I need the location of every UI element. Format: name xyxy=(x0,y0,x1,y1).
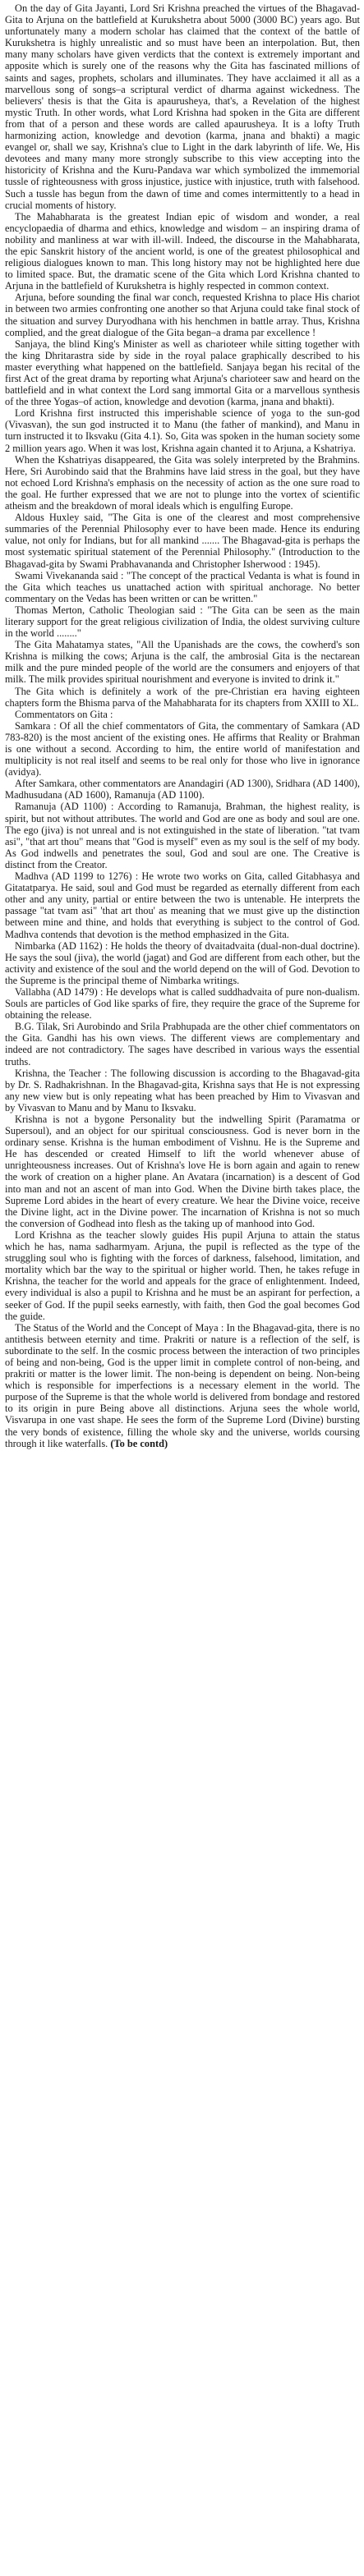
article-paragraph: Thomas Merton, Catholic Theologian said : "The Gita can be seen as the main literary support for the great religious civilization of India, the oldest surviving culture in the world ........" xyxy=(5,604,360,640)
article-paragraph: After Samkara, other commentators are Anandagiri (AD 1300), Sridhara (AD 1400), Madhusudana (AD 1600), Ramanuja (AD 1100). xyxy=(5,778,360,801)
article-paragraph: Lord Krishna first instructed this imperishable science of yoga to the sun-god (Vivasvan), the sun god instructed it to Manu (the father of mankind), and Manu in turn instructed it to Iksvaku (Gita 4.1). So, Gita was spoken in the human society some 2 million years ago. When it was lost, Krishna again chanted it to Arjuna, a Kshatriya. xyxy=(5,407,360,454)
article-paragraph: Lord Krishna as the teacher slowly guides His pupil Arjuna to attain the status which he has, nama sadharmyam. Arjuna, the pupil is reflected as the type of the struggling soul who is fighting with the forces of darkness, falsehood, limitation, and mortality which bar the way to the spiritual or higher world. Then, he takes refuge in Krishna, the teacher for the world and appeals for the grace of enlightenment. Indeed, every individual is also a pupil to Krishna and he must be an aspirant for perfection, a seeker of God. If the pupil seeks earnestly, with faith, then God the goal becomes God the guide. xyxy=(5,1228,360,1322)
article-paragraph: B.G. Tilak, Sri Aurobindo and Srila Prabhupada are the other chief commentators on the Gita. Gandhi has his own views. The different views are complementary and indeed are not contradictory. The sages have described in various ways the essential truths. xyxy=(5,1021,360,1068)
article-paragraph: On the day of Gita Jayanti, Lord Sri Krishna preached the virtues of the Bhagavad-Gita to Arjuna on the battlefield at Kurukshetra about 5000 (3000 BC) years ago. But unfortunately many a modern scholar has claimed that the context of the battle of Kurukshetra is highly unrealistic and so must have been an interpolation. But, then many many scholars have given verdicts that the context is extremely important and apposite which is surely one of the reasons why the Gita has fascinated millions of saints and sages, prophets, scholars and illuminates. They have acclaimed it all as a marvellous song of songs–a scriptural verdict of dharma against wickedness. The believers' thesis is that the Gita is apaurusheya, that's, a Revelation of the highest mystic Truth. In other words, what Lord Krishna had spoken in the Gita are different from that of a person and these words are called apaurusheya. It is a lofty Truth harmonizing action, knowledge and devotion (karma, jnana and bhakti) a magic evangel or, shall we say, Krishna's clue to Light in the dark labyrinth of life. We, His devotees and many many more strongly subscribe to this view accepting into the historicity of Krishna and the Kuru-Pandava war which symbolized the immemorial tussle of righteousness with gross injustice, justice with injustice, truth with falsehood. Such a tussle has begun from the dawn of time and comes intermittently to a head in crucial moments of history. xyxy=(5,2,360,211)
article-paragraph: Krishna is not a bygone Personality but the indwelling Spirit (Paramatma or Supersoul), and an object for our spiritual consciousness. God is never born in the ordinary sense. Krishna is the human embodiment of Vishnu. He is the Supreme and He has descended or created Himself to lift the world whenever abuse of unrighteousness increases. Out of Krishna's love He is born again and again to renew the work of creation on a higher plane. An Avatara (incarnation) is a descent of God into man and not an ascent of man into God. When the Divine birth takes place, the Supreme Lord abides in the heart of every creature. We hear the Divine voice, receive the Divine light, act in the Divine power. The incarnation of Krishna is not so much the conversion of Godhead into flesh as the taking up of manhood into God. xyxy=(5,1114,360,1229)
article-paragraph: Madhva (AD 1199 to 1276) : He wrote two works on Gita, called Gitabhasya and Gitatatparya. He said, soul and God must be regarded as eternally different from each other and any unity, partial or entire between the two is untenable. He interprets the passage "tat tvam asi" 'that art thou' as meaning that we must give up the distinction between mine and thine, and holds that everything is subject to the control of God. Madhva contends that devotion is the method emphasized in the Gita. xyxy=(5,870,360,940)
article-paragraph: When the Kshatriyas disappeared, the Gita was solely interpreted by the Brahmins. Here, Sri Aurobindo said that the Brahmins have laid stress in the goal, but they have not echoed Lord Krishna's emphasis on the necessity of action as the one sure road to the goal. He further expressed that we are not to plunge into the vortex of scientific atheism and the breakdown of moral ideals which is engulfing Europe. xyxy=(5,453,360,512)
final-paragraph-text: The Status of the World and the Concept of Maya : In the Bhagavad-gita, there is no antithesis between eternity and time. Prakriti or nature is a reflection of the self, is subordinate to the self. In the cosmic process between the interaction of two principles of being and non-being, God is the upper limit in complete control of non-being, and prakriti or matter is the lower limit. The non-being is dependent on being. Non-being which is responsible for imperfections is a necessary element in the world. The purpose of the Supreme is that the whole world is delivered from bondage and restored to its origin in pure Being above all distinctions. Arjuna sees the whole world, Visvarupa in one vast shape. He sees the form of the Supreme Lord (Divine) bursting the very bonds of existence, filling the whole sky and the universe, worlds coursing through it like waterfalls. xyxy=(5,1321,360,1449)
article-paragraph: The Gita Mahatamya states, "All the Upanishads are the cows, the cowherd's son Krishna is milking the cows; Arjuna is the calf, the ambrosial Gita is the nectarean milk and the pure minded people of the world are the consumers and enjoyers of that milk. The milk provides spiritual nourishment and everyone is invited to drink it." xyxy=(5,639,360,686)
article-paragraph: Krishna, the Teacher : The following discussion is according to the Bhagavad-gita by Dr. S. Radhakrishnan. In the Bhagavad-gita, Krishna says that He is not expressing any new view but is only repeating what has been preached by Him to Vivasvan and by Vivasvan to Manu and by Manu to Iksvaku. xyxy=(5,1067,360,1114)
section-label: Commentators on Gita : xyxy=(15,708,113,720)
article-paragraph: Nimbarka (AD 1162) : He holds the theory of dvaitadvaita (dual-non-dual doctrine). He says the soul (jiva), the world (jagat) and God are different from each other, but the activity and existence of the soul and the world depend on the will of God. Devotion to the Supreme is the principal theme of Nimbarka writings. xyxy=(5,939,360,986)
article-paragraph: Vallabha (AD 1479) : He develops what is called suddhadvaita of pure non-dualism. Souls are particles of God like sparks of fire, they require the grace of the Supreme for obtaining the release. xyxy=(5,985,360,1022)
article-paragraph xyxy=(5,1322,360,1449)
article-paragraph: Samkara : Of all the chief commentators of Gita, the commentary of Samkara (AD 783-820) is the most ancient of the existing ones. He affirms that Reality or Brahman is one without a second. According to him, the entire world of manifestation and multiplicity is not real itself and seems to be real only for those who live in ignorance (avidya). xyxy=(5,719,360,778)
article-paragraph: The Gita which is definitely a work of the pre-Christian era having eighteen chapters form the Bhisma parva of the Mahabharata for its chapters from XXIII to XL. xyxy=(5,685,360,709)
article-paragraph: Swami Vivekananda said : "The concept of the practical Vedanta is what is found in the Gita which teaches us unattached action with spiritual anchorage. No better commentary on the Vedas has been written or can be written." xyxy=(5,569,360,604)
article-paragraph: Aldous Huxley said, "The Gita is one of the clearest and most comprehensive summaries of the Perennial Philosophy ever to have been made. Hence its enduring value, not only for Indians, but for all mankind ....... The Bhagavad-gita is perhaps the most systematic spiritual statement of the Perennial Philosophy." (Introduction to the Bhagavad-gita by Swami Prabhavananda and Christopher Isherwood : 1945). xyxy=(5,512,360,570)
article-paragraph: Arjuna, before sounding the final war conch, requested Krishna to place His chariot in between two armies confronting one another so that Arjuna could take final stock of the situation and survey Duryodhana with his henchmen in battle array. Thus, Krishna complied, and the great dialogue of the Gita began–a drama par excellence ! xyxy=(5,292,360,338)
article-paragraph: Sanjaya, the blind King's Minister as well as charioteer while sitting together with the king Dhritarastra side by side in the royal palace graphically described to his master everything what happened on the battlefield. Sanjaya began his recital of the first Act of the great drama by reporting what Arjuna's charioteer saw and heard on the battlefield and in what context the Lord sang immortal Gita or a marvellous synthesis of the three Yogas–of action, knowledge and devotion (karma, jnana and bhakti). xyxy=(5,337,360,408)
to-be-continued-note: (To be contd) xyxy=(110,1437,168,1449)
article-paragraph: Ramanuja (AD 1100) : According to Ramanuja, Brahman, the highest reality, is spirit, but not without attributes. The world and God are one as body and soul are one. The ego (jiva) is not unreal and is not extinguished in the state of liberation. "tat tvam asi", "that art thou" means that "God is myself" even as my soul is the self of my body. As God indwells and penetrates the soul, God and soul are one. The Creative is distinct from the Creator. xyxy=(5,801,360,870)
article-paragraph: The Mahabharata is the greatest Indian epic of wisdom and wonder, a real encyclopaedia of dharma and ethics, knowledge and wisdom – an inspiring drama of nobility and manliness at war with ill-will. Indeed, the discourse in the Mahabharata, the epic Sanskrit history of the ancient world, is one of the greatest philosophical and religious dialogues known to man. This long history may not be highlighted here due to limited space. But, the dramatic scene of the Gita which Lord Krishna chanted to Arjuna in the battlefield of Kurukshetra is highly respected in common context. xyxy=(5,210,360,292)
